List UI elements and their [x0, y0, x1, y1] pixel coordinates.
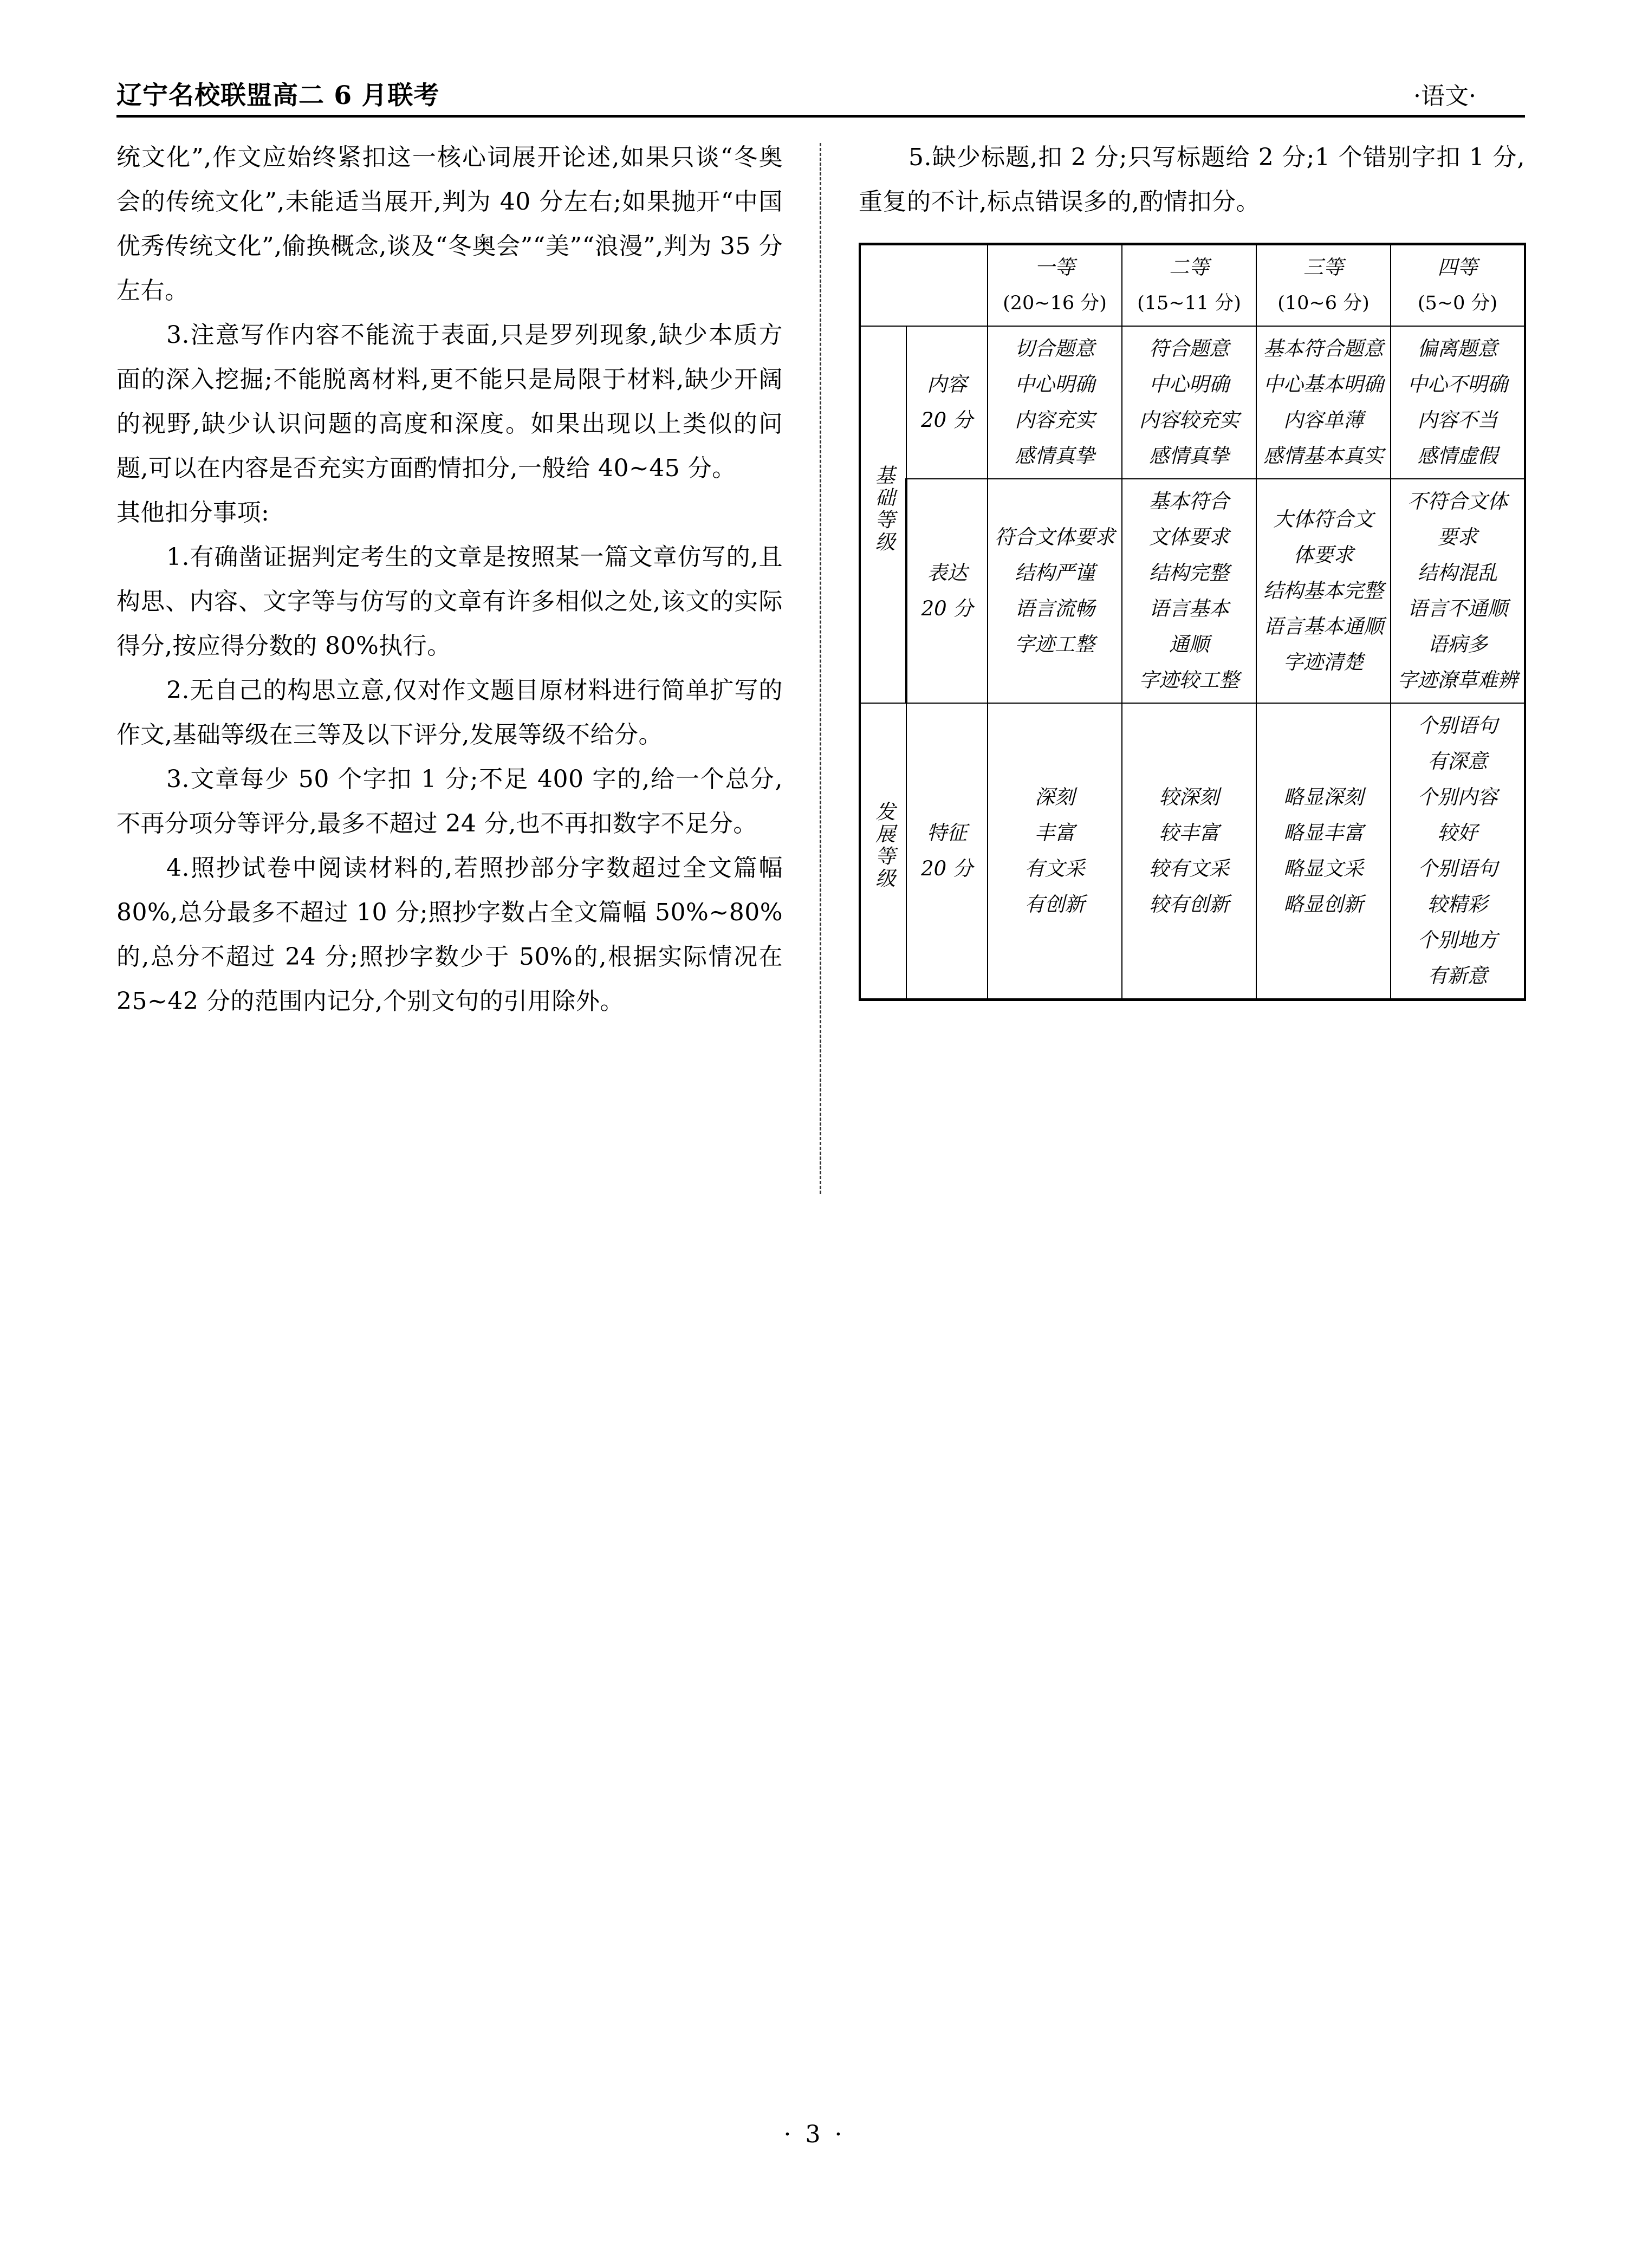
criteria-cell: [1256, 326, 1391, 479]
right-column: [859, 135, 1525, 1001]
paragraph: 4.照抄试卷中阅读材料的,若照抄部分字数超过全文篇幅 80%,总分最多不超过 10 分;照抄字数占全文篇幅 50%~80%的,总分不超过 24 分;照抄字数少于 50%的,根据实际情况在 25~42 分的范围内记分,个别文句的引用除外。: [116, 854, 783, 1015]
criteria-line: 内容不当: [1417, 408, 1498, 432]
criteria-cell: [1122, 703, 1256, 1000]
section-axis-label-cell: [860, 326, 906, 703]
criteria-line: 较精彩: [1427, 893, 1488, 916]
criteria-line-list: [989, 779, 1120, 922]
criteria-line: 有新意: [1427, 964, 1488, 987]
grade-header-cell: [1256, 244, 1391, 327]
row-item-points: 20 分: [921, 408, 973, 432]
grade-name: 一等: [1035, 256, 1075, 279]
page-number: · 3 ·: [783, 2121, 846, 2148]
paragraph: 其他扣分事项:: [116, 499, 270, 527]
criteria-line: 感情虚假: [1417, 444, 1498, 467]
table-corner-cell: [860, 244, 988, 327]
criteria-line: 通顺: [1169, 633, 1209, 656]
criteria-line: 内容充实: [1015, 408, 1095, 432]
criteria-line: 略显深刻: [1283, 785, 1364, 809]
paragraph: 2.无自己的构思立意,仅对作文题目原材料进行简单扩写的作文,基础等级在三等及以下评分,发展等级不给分。: [116, 677, 783, 749]
criteria-line: 偏离题意: [1417, 337, 1498, 360]
criteria-line: 符合题意: [1149, 337, 1229, 360]
grade-name: 二等: [1169, 256, 1209, 279]
criteria-line: 字迹清楚: [1283, 651, 1364, 674]
criteria-line-list: [1258, 502, 1389, 680]
criteria-line: 中心明确: [1149, 373, 1229, 396]
grade-name: 三等: [1303, 256, 1344, 279]
criteria-line: 符合文体要求: [995, 525, 1115, 549]
criteria-line-list: [1124, 484, 1255, 698]
criteria-line-list: [1392, 708, 1523, 994]
column-divider: [820, 143, 821, 1194]
row-item-label: 内容: [927, 373, 967, 396]
criteria-line: 切合题意: [1015, 337, 1095, 360]
criteria-line: 内容较充实: [1139, 408, 1239, 432]
section-axis-label-cell: [860, 703, 906, 1000]
criteria-line: 深刻: [1035, 785, 1075, 809]
paragraph: 3.文章每少 50 个字扣 1 分;不足 400 字的,给一个总分,不再分项分等评分,最多不超过 24 分,也不再扣数字不足分。: [116, 765, 783, 837]
criteria-line: 感情真挚: [1149, 444, 1229, 467]
criteria-line: 较有文采: [1149, 857, 1229, 880]
criteria-line-list: [1392, 484, 1523, 698]
row-item-label: 表达: [927, 561, 968, 584]
criteria-line-list: [1124, 331, 1255, 474]
criteria-cell: [988, 326, 1122, 479]
criteria-line: 较有创新: [1149, 893, 1229, 916]
criteria-line: 略显丰富: [1283, 821, 1364, 844]
criteria-line: 字迹较工整: [1139, 668, 1239, 692]
section-axis-label: 发展等级: [872, 801, 895, 890]
criteria-line: 个别内容: [1417, 785, 1498, 809]
criteria-line: 较丰富: [1159, 821, 1219, 844]
criteria-line: 体要求: [1293, 543, 1354, 567]
criteria-cell: [1391, 326, 1525, 479]
grading-criteria-table-wrapper: [859, 243, 1525, 1001]
criteria-line: 略显创新: [1283, 893, 1364, 916]
criteria-line: 语病多: [1427, 633, 1488, 656]
grade-header-cell: [1391, 244, 1525, 327]
grading-criteria-table: [859, 243, 1526, 1001]
header-subject-title: ·语文·: [1413, 82, 1476, 110]
grade-name: 四等: [1437, 256, 1478, 279]
criteria-cell: [1122, 479, 1256, 703]
header-exam-title: 辽宁名校联盟高二 6 月联考: [116, 81, 440, 111]
row-item-points: 20 分: [921, 857, 973, 880]
table-row: [860, 479, 1525, 703]
criteria-line: 略显文采: [1283, 857, 1364, 880]
grade-range: (15~11 分): [1137, 293, 1241, 314]
criteria-line: 有创新: [1024, 893, 1085, 916]
paragraph: 5.缺少标题,扣 2 分;只写标题给 2 分;1 个错别字扣 1 分,重复的不计,标点错误多的,酌情扣分。: [859, 144, 1525, 216]
criteria-line: 较深刻: [1159, 785, 1219, 809]
row-item-cell: [906, 326, 988, 479]
grading-table-body: [860, 244, 1525, 1000]
grade-header-cell: [1122, 244, 1256, 327]
paragraph: 3.注意写作内容不能流于表面,只是罗列现象,缺少本质方面的深入挖掘;不能脱离材料,更不能只是局限于材料,缺少开阔的视野,缺少认识问题的高度和深度。如果出现以上类似的问题,可以在内容是否充实方面酌情扣分,一般给 40~45 分。: [116, 321, 783, 482]
grade-header-cell: [988, 244, 1122, 327]
criteria-line: 中心不明确: [1407, 373, 1508, 396]
page-footer: [0, 2121, 1629, 2148]
two-column-body: [116, 135, 1525, 1273]
criteria-line-list: [989, 331, 1120, 474]
grade-range: (20~16 分): [1003, 293, 1107, 314]
table-row: [860, 326, 1525, 479]
criteria-line: 中心明确: [1015, 373, 1095, 396]
row-item-points: 20 分: [921, 597, 973, 620]
criteria-line: 有深意: [1427, 750, 1488, 773]
row-item-label: 特征: [927, 821, 967, 844]
grade-range: (10~6 分): [1277, 293, 1370, 314]
criteria-line: 字迹潦草难辨: [1397, 668, 1518, 692]
criteria-line: 感情真挚: [1015, 444, 1095, 467]
criteria-cell: [988, 479, 1122, 703]
criteria-line-list: [989, 519, 1120, 662]
criteria-line: 语言不通顺: [1407, 597, 1508, 620]
criteria-line: 文体要求: [1149, 525, 1229, 549]
criteria-line: 内容单薄: [1283, 408, 1364, 432]
criteria-line-list: [1258, 779, 1389, 922]
criteria-line: 个别语句: [1417, 714, 1498, 737]
criteria-line: 语言基本: [1149, 597, 1229, 620]
criteria-line: 结构混乱: [1417, 561, 1498, 584]
criteria-line: 较好: [1437, 821, 1478, 844]
paragraph: 1.有确凿证据判定考生的文章是按照某一篇文章仿写的,且构思、内容、文字等与仿写的文章有许多相似之处,该文的实际得分,按应得分数的 80%执行。: [116, 543, 783, 660]
criteria-cell: [1122, 326, 1256, 479]
criteria-line: 感情基本真实: [1263, 444, 1384, 467]
criteria-line: 语言流畅: [1015, 597, 1095, 620]
criteria-line: 基本符合题意: [1263, 337, 1384, 360]
header-divider-rule: [116, 115, 1525, 118]
section-axis-label: 基础等级: [872, 464, 895, 554]
criteria-cell: [1256, 703, 1391, 1000]
criteria-line: 结构基本完整: [1263, 579, 1384, 602]
table-header-row: [860, 244, 1525, 327]
table-row: [860, 703, 1525, 1000]
criteria-line-list: [1124, 779, 1255, 922]
criteria-cell: [1391, 479, 1525, 703]
criteria-line: 丰富: [1035, 821, 1075, 844]
criteria-line-list: [1392, 331, 1523, 474]
page-header: [116, 65, 1525, 111]
criteria-line: 个别地方: [1417, 928, 1498, 952]
row-item-cell: [906, 703, 988, 1000]
row-item-cell: [906, 479, 988, 703]
criteria-line: 大体符合文: [1273, 508, 1374, 531]
criteria-line: 结构严谨: [1015, 561, 1095, 584]
criteria-line: 个别语句: [1417, 857, 1498, 880]
criteria-line: 语言基本通顺: [1263, 615, 1384, 638]
paragraph: 统文化”,作文应始终紧扣这一核心词展开论述,如果只谈“冬奥会的传统文化”,未能适当展开,判为 40 分左右;如果抛开“中国优秀传统文化”,偷换概念,谈及“冬奥会”“美”“浪漫”,判为 35 分左右。: [116, 144, 783, 304]
grade-range: (5~0 分): [1417, 293, 1498, 314]
criteria-cell: [1391, 703, 1525, 1000]
criteria-cell: [988, 703, 1122, 1000]
criteria-line-list: [1258, 331, 1389, 474]
criteria-line: 结构完整: [1149, 561, 1229, 584]
criteria-line: 中心基本明确: [1263, 373, 1384, 396]
criteria-line: 基本符合: [1149, 490, 1229, 513]
criteria-line: 有文采: [1024, 857, 1085, 880]
criteria-line: 字迹工整: [1015, 633, 1095, 656]
criteria-cell: [1256, 479, 1391, 703]
left-column: [116, 135, 783, 1024]
criteria-line: 不符合文体: [1407, 490, 1508, 513]
criteria-line: 要求: [1437, 525, 1478, 549]
